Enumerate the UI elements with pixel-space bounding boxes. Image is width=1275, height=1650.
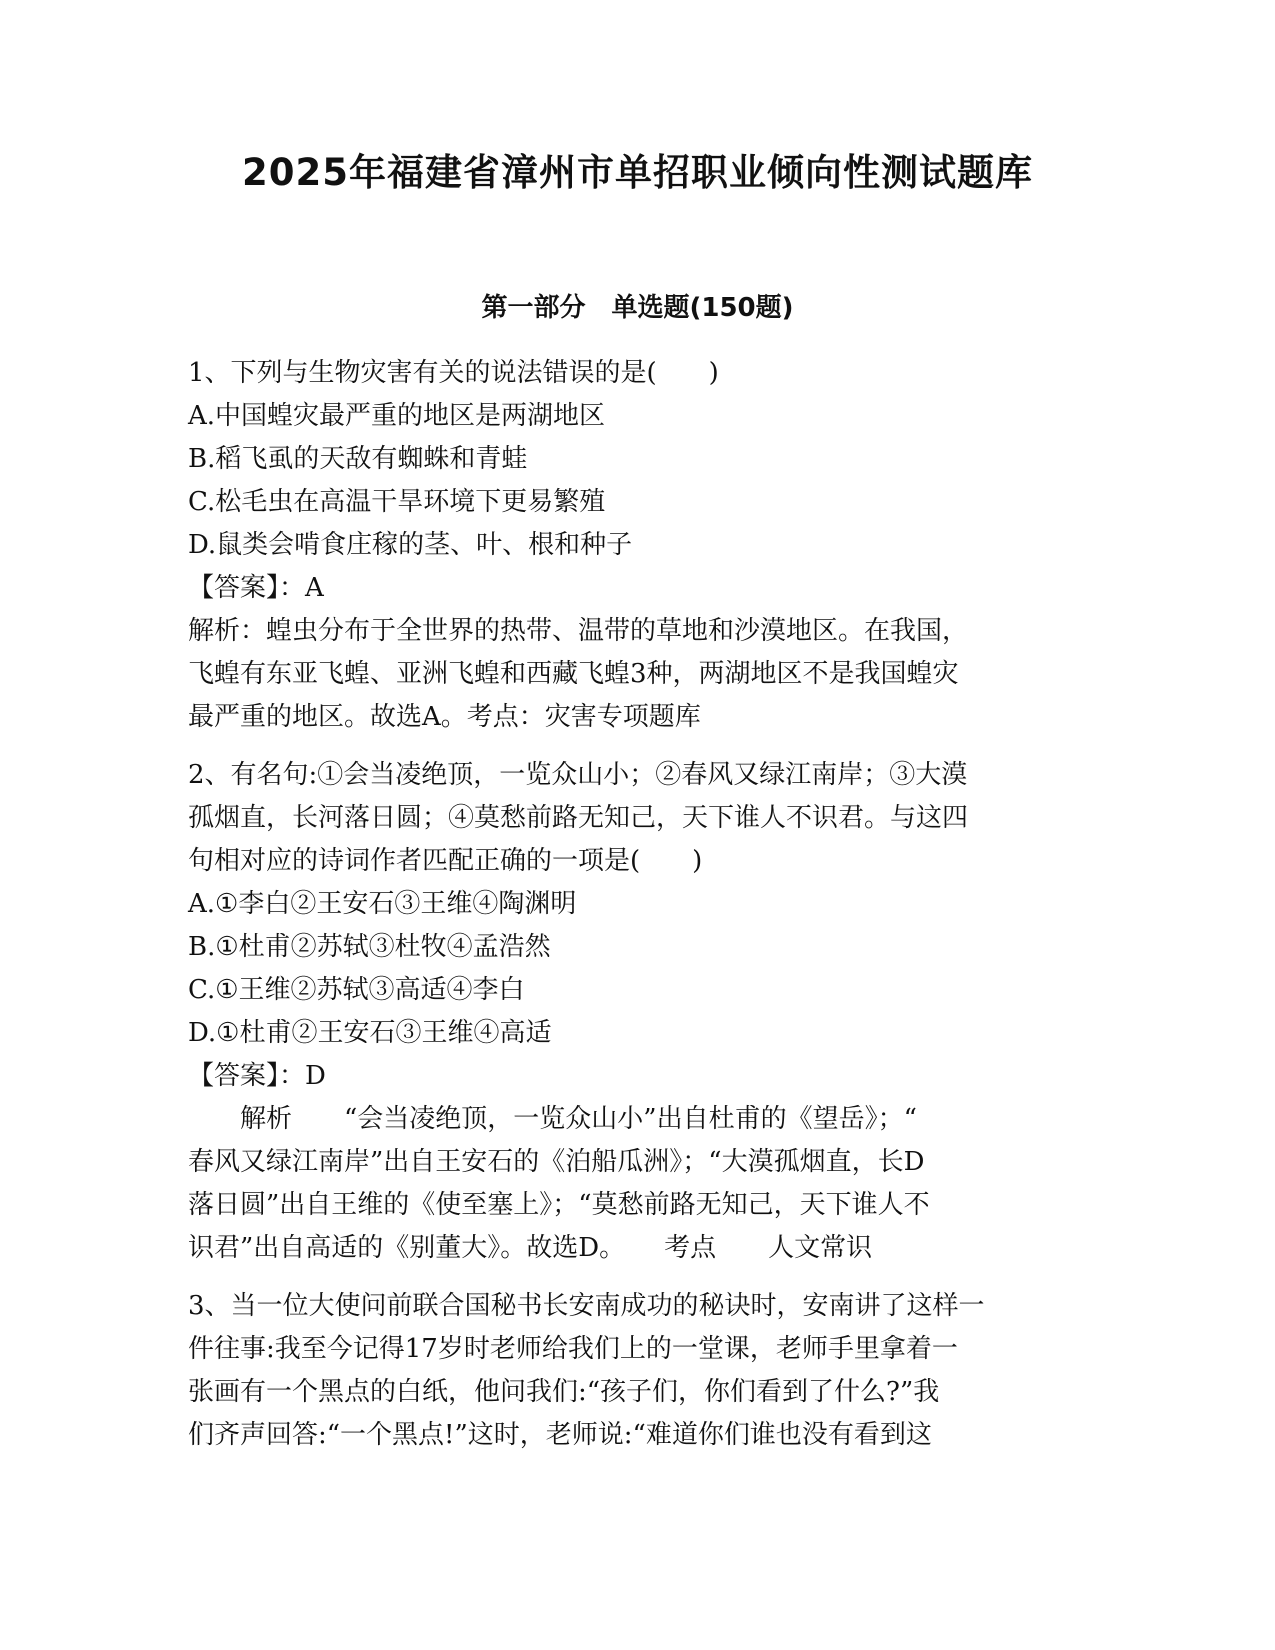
question-3-stem-line: 3、当一位大使问前联合国秘书长安南成功的秘诀时，安南讲了这样一 bbox=[188, 1291, 985, 1321]
question-3 bbox=[188, 1285, 1088, 1457]
question-spacer bbox=[188, 1270, 1088, 1285]
question-2-option-a: A.①李白②王安石③王维④陶渊明 bbox=[188, 889, 577, 919]
question-1 bbox=[188, 352, 1088, 739]
question-3-stem-line: 们齐声回答:“一个黑点!”这时，老师说:“难道你们谁也没有看到这 bbox=[188, 1420, 932, 1450]
question-2-option-d: D.①杜甫②王安石③王维④高适 bbox=[188, 1018, 552, 1048]
question-2-analysis-line: 落日圆”出自王维的《使至塞上》；“莫愁前路无知己，天下谁人不 bbox=[188, 1190, 930, 1220]
question-1-analysis-line: 解析：蝗虫分布于全世界的热带、温带的草地和沙漠地区。在我国， bbox=[188, 616, 969, 646]
question-spacer bbox=[188, 739, 1088, 754]
question-2 bbox=[188, 754, 1088, 1270]
question-1-option-b: B.稻飞虱的天敌有蜘蛛和青蛙 bbox=[188, 444, 528, 474]
section-title: 第一部分 单选题(150题) bbox=[481, 293, 794, 323]
question-2-analysis-line: 解析 “会当凌绝顶，一览众山小”出自杜甫的《望岳》；“ bbox=[188, 1104, 917, 1134]
question-2-stem-line: 孤烟直，长河落日圆；④莫愁前路无知己，天下谁人不识君。与这四 bbox=[188, 803, 969, 833]
question-1-analysis-line: 最严重的地区。故选A。考点：灾害专项题库 bbox=[188, 702, 701, 732]
question-1-option-d: D.鼠类会啃食庄稼的茎、叶、根和种子 bbox=[188, 530, 633, 560]
question-3-stem-line: 张画有一个黑点的白纸，他问我们:“孩子们，你们看到了什么?”我 bbox=[188, 1377, 940, 1407]
question-2-stem-line: 句相对应的诗词作者匹配正确的一项是( ) bbox=[188, 846, 703, 876]
question-1-analysis-line: 飞蝗有东亚飞蝗、亚洲飞蝗和西藏飞蝗3种，两湖地区不是我国蝗灾 bbox=[188, 659, 959, 689]
question-2-option-c: C.①王维②苏轼③高适④李白 bbox=[188, 975, 525, 1005]
question-2-option-b: B.①杜甫②苏轼③杜牧④孟浩然 bbox=[188, 932, 551, 962]
question-1-option-a: A.中国蝗灾最严重的地区是两湖地区 bbox=[188, 401, 606, 431]
question-1-option-c: C.松毛虫在高温干旱环境下更易繁殖 bbox=[188, 487, 606, 517]
question-2-stem-line: 2、有名句:①会当凌绝顶，一览众山小；②春风又绿江南岸；③大漠 bbox=[188, 760, 968, 790]
question-2-analysis-line: 识君”出自高适的《别董大》。故选D。 考点 人文常识 bbox=[188, 1233, 873, 1263]
document-title: 2025年福建省漳州市单招职业倾向性测试题库 bbox=[242, 151, 1033, 194]
question-2-analysis-line: 春风又绿江南岸”出自王安石的《泊船瓜洲》；“大漠孤烟直，长D bbox=[188, 1147, 925, 1177]
question-2-answer: 【答案】：D bbox=[188, 1061, 326, 1091]
question-list bbox=[188, 352, 1088, 1457]
question-1-answer: 【答案】：A bbox=[188, 573, 324, 603]
question-1-stem: 1、下列与生物灾害有关的说法错误的是( ) bbox=[188, 358, 719, 388]
question-3-stem-line: 件往事:我至今记得17岁时老师给我们上的一堂课，老师手里拿着一 bbox=[188, 1334, 958, 1364]
